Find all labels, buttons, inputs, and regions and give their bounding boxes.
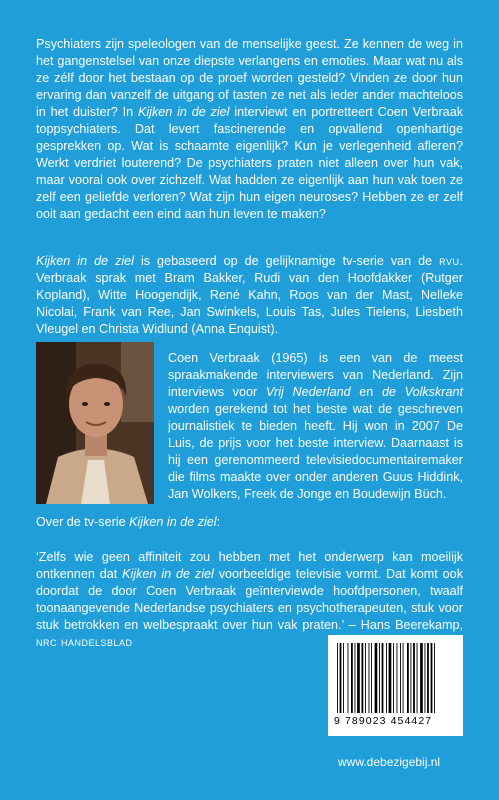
barcode-number: 9 789023 454427: [334, 715, 433, 727]
series-paragraph: [36, 253, 463, 338]
isbn-barcode: [328, 635, 463, 736]
barcode-bar: [427, 643, 429, 713]
barcode-bar: [389, 643, 392, 713]
barcode-bar: [400, 643, 401, 713]
barcode-bar: [407, 643, 409, 713]
barcode-bar: [386, 643, 387, 713]
review-quote-text-1: ‘Zelfs wie geen affiniteit zou hebben met het onderwerp kan moeilijk ontkennen dat: [36, 550, 463, 581]
barcode-bar: [434, 643, 435, 713]
intro-book-title: Kijken in de ziel: [137, 105, 230, 119]
barcode-bar: [369, 643, 370, 713]
barcode-bar: [425, 643, 426, 713]
review-heading-title: Kijken in de ziel: [129, 515, 217, 529]
barcode-bar: [375, 643, 378, 713]
barcode-bar: [365, 643, 366, 713]
barcode-bar: [379, 643, 380, 713]
barcode-bar: [371, 643, 372, 713]
intro-text-1: Psychiaters zijn speleologen van de menselijke geest. Ze kennen de weg in het gangenstelsel van onze diepste verlangens en emoties. Maar wat nu als ze zélf door het bestaan op de proef worden gesteld? Vinden ze door hun ervaring dan vanzelf de uitgang of tasten ze net als ieder ander machteloos in het duister? In: [36, 37, 463, 119]
barcode-bar: [413, 643, 415, 713]
series-broadcaster: rvu: [439, 254, 460, 268]
author-publication-2: de Volkskrant: [381, 385, 463, 399]
barcode-bar: [357, 643, 360, 713]
author-bio-text-2: en: [350, 385, 382, 399]
review-heading-text: Over de tv-serie: [36, 515, 130, 529]
barcode-bar: [431, 643, 433, 713]
barcode-bar: [355, 643, 356, 713]
barcode-bar: [340, 643, 342, 713]
intro-text-2: interviewt en portretteert Coen Verbraak toppsychiaters. Dat levert fascinerende en opvallend openhartige gesprekken op. Wat is schaamte eigenlijk? Kun je verlegenheid afleren? Werkt verdriet louterend? De psychiaters praten niet alleen over hun vak, maar vooral ook over zichzelf. Wat hadden ze eigenlijk aan hun vak toen ze zelf een geliefde verloren? Wat zijn hun eigen neuroses? Hebben ze er zelf ooit aan gedacht een eind aan hun leven te maken?: [36, 105, 463, 221]
review-quote-title: Kijken in de ziel: [122, 567, 214, 581]
author-photo: [36, 342, 154, 504]
series-text-2: . Verbraak sprak met Bram Bakker, Rudi van den Hoofdakker (Rutger Kopland), Witte Hoogendijk, René Kahn, Roos van der Mast, Nelleke Nicolai, Frank van Ree, Jan Swinkels, Louis Tas, Jules Tielens, Liesbeth Vleugel en Christa Widlund (Anna Enquist).: [36, 254, 463, 336]
author-bio-text-3: worden gerekend tot het beste wat de geschreven journalistiek te bieden heeft. Hij won in 2007 De Luis, de prijs voor het beste interview. Daarnaast is hij een gerenommeerd televisiedocumentairemaker die films maakte over onder anderen Guus Hiddink, Jan Wolkers, Freek de Jonge en Boudewijn Büch.: [168, 402, 463, 501]
barcode-bar: [362, 643, 364, 713]
intro-paragraph: [36, 36, 463, 223]
barcode-bar: [351, 643, 353, 713]
series-text-1: is gebaseerd op de gelijknamige tv-serie van de: [133, 254, 440, 268]
barcode-bar: [343, 643, 344, 713]
barcode-bar: [382, 643, 384, 713]
barcode-bar: [417, 643, 418, 713]
review-source: nrc handelsblad: [36, 635, 133, 649]
author-publication-1: Vrij Nederland: [265, 385, 351, 399]
author-bio: [168, 350, 463, 503]
series-book-title: Kijken in de ziel: [36, 254, 134, 268]
barcode-bars: [335, 643, 456, 713]
barcode-bar: [411, 643, 412, 713]
author-bio-text-1: Coen Verbraak (1965) is een van de meest spraakmakende interviewers van Nederland. Zijn interviews voor: [168, 351, 463, 399]
barcode-bar: [337, 643, 338, 713]
review-quote-text-2: voorbeeldige televisie vormt. Dat komt ook doordat de door Coen Verbraak geïnterviewde hoofdpersonen, twaalf toonaangevende Nederlandse psychiaters en psychotherapeuten, stuk voor stuk betrokken en welbespraakt over hun vak praten.’ – Hans Beerekamp,: [36, 567, 463, 632]
review-heading: [36, 514, 463, 531]
barcode-bar: [420, 643, 423, 713]
review-heading-colon: :: [216, 515, 221, 529]
barcode-bar: [397, 643, 398, 713]
publisher-website: www.debezigebij.nl: [338, 755, 441, 769]
barcode-bar: [348, 643, 349, 713]
barcode-bar: [393, 643, 394, 713]
barcode-bar: [403, 643, 404, 713]
